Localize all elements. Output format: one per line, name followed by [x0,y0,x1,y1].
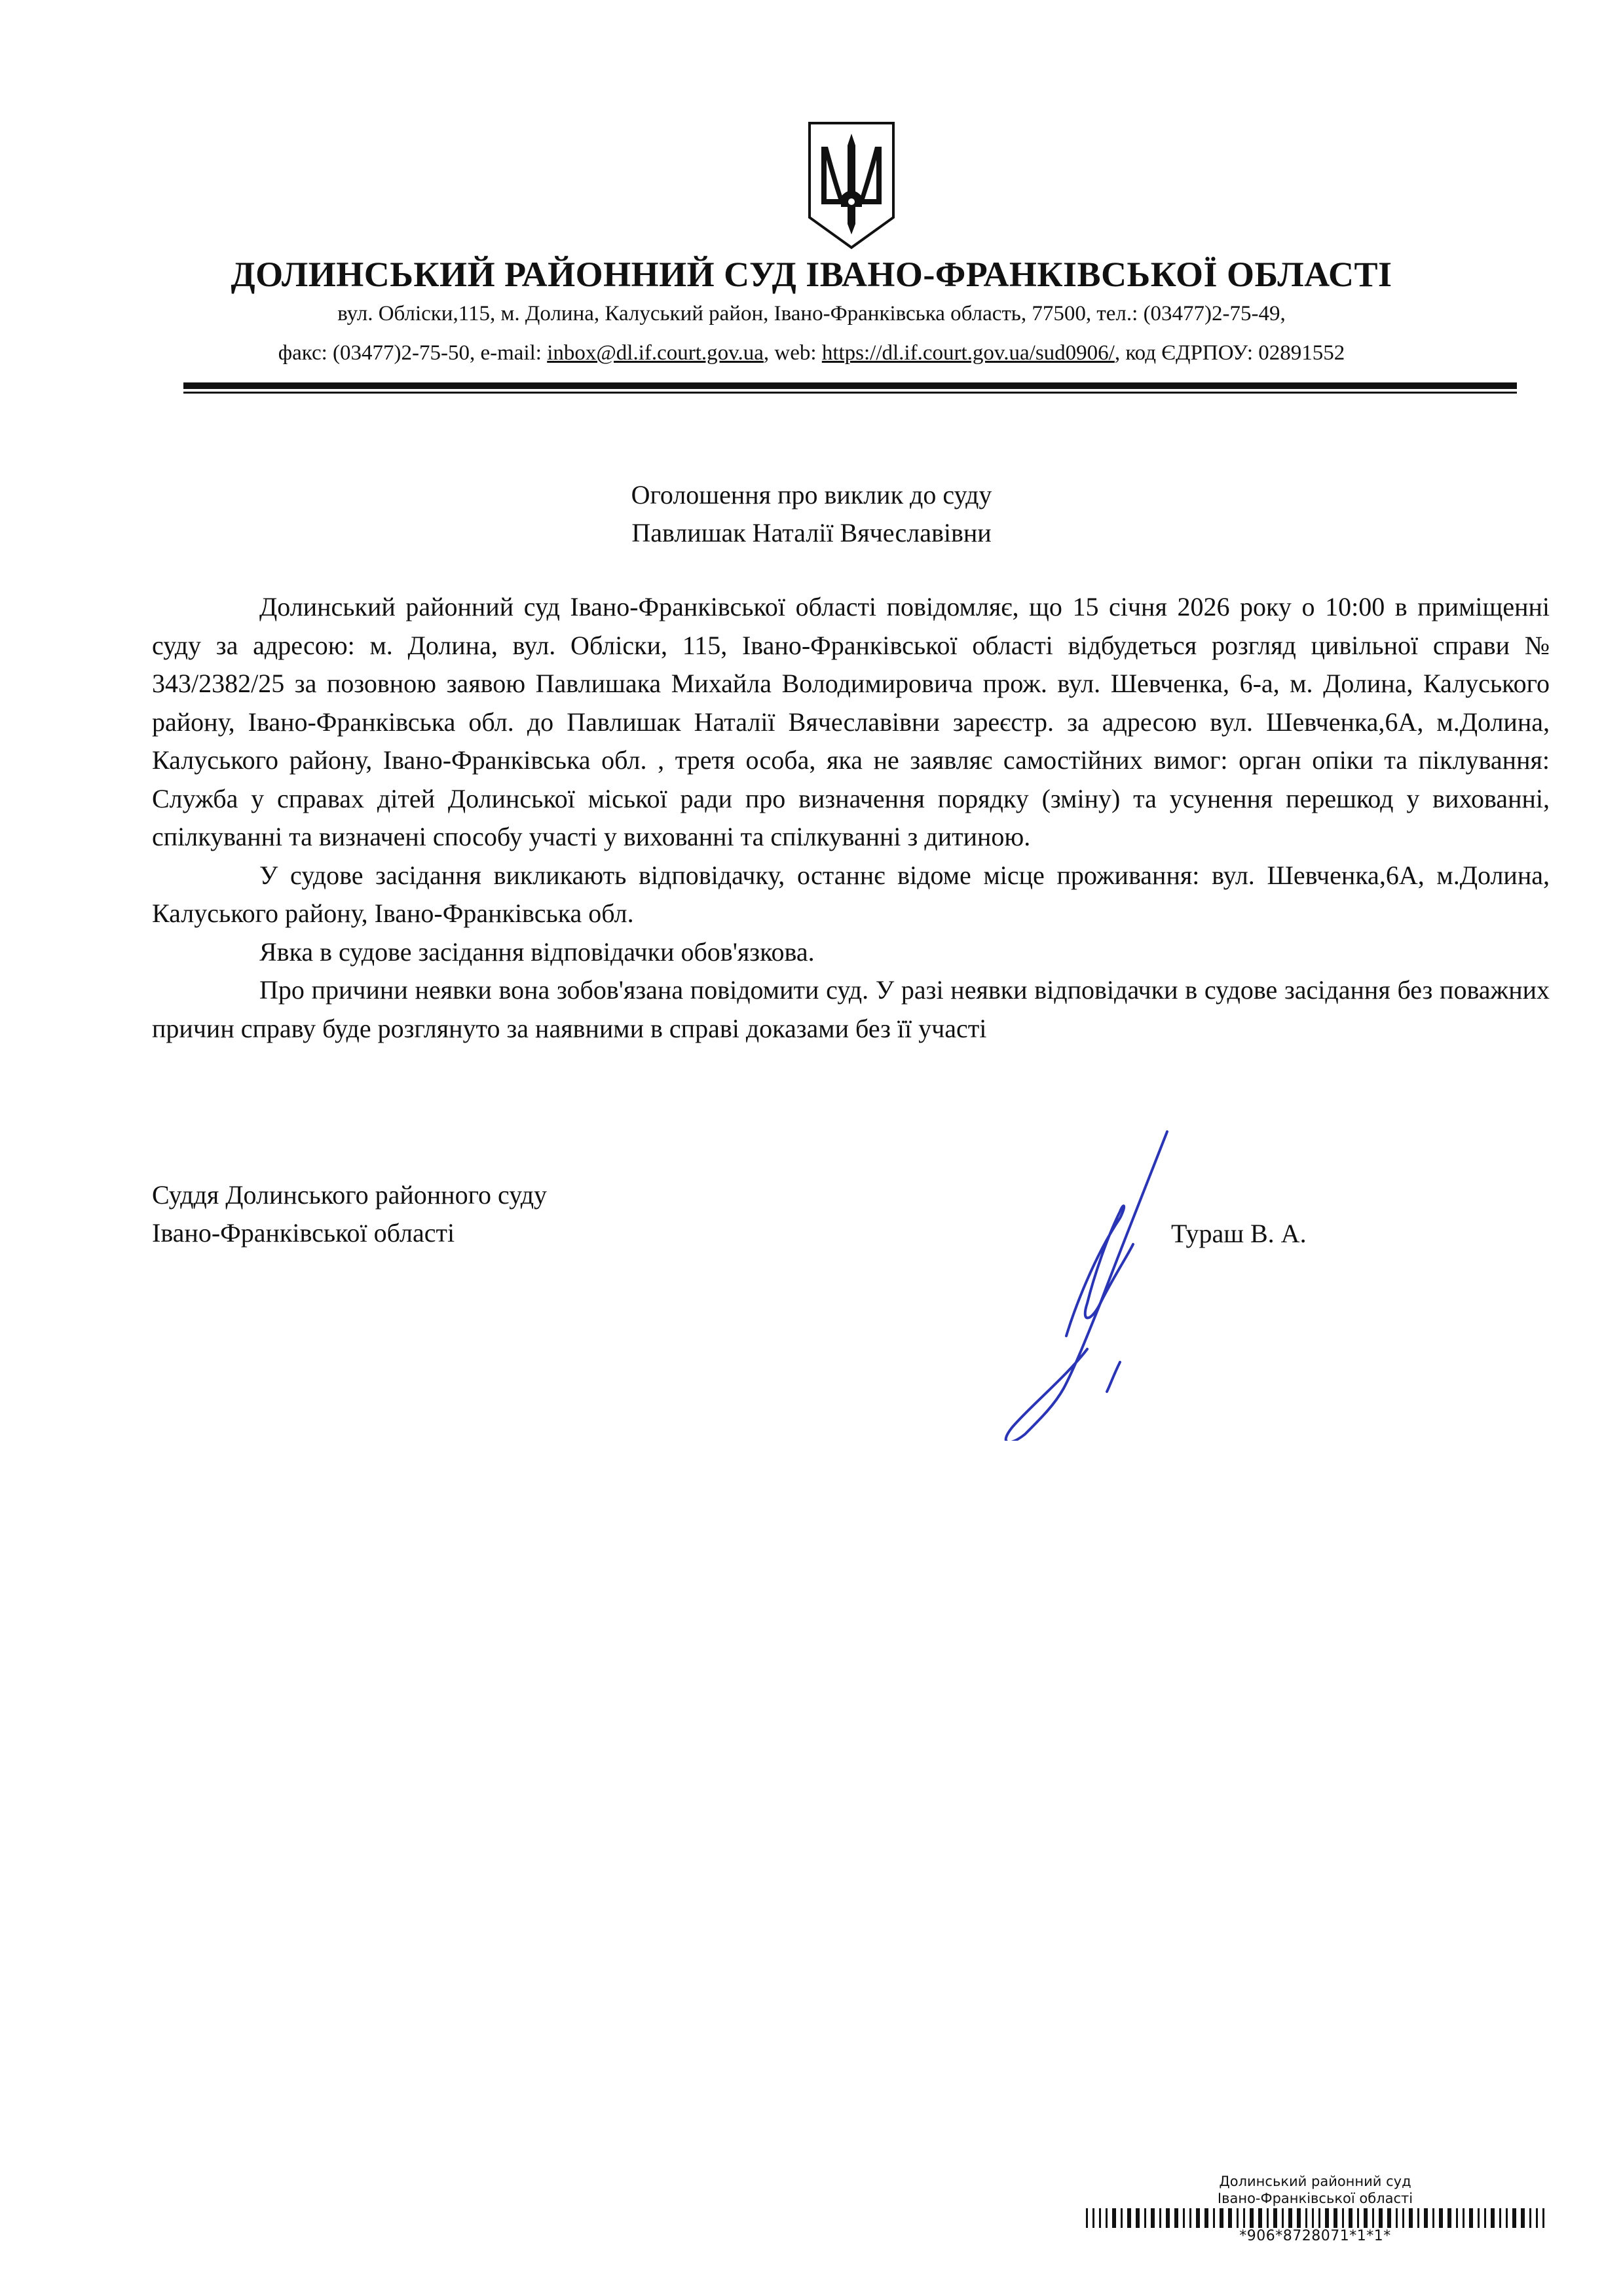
edrpou-code: , код ЄДРПОУ: 02891552 [1114,341,1345,365]
fax-text: факс: (03477)2-75-50, e-mail: [278,341,548,365]
stamp-court-line1: Долинський районний суд [1219,2174,1411,2189]
registry-stamp [1079,2173,1551,2245]
notice-paragraph: Про причини неявки вона зобов'язана повідомити суд. У разі неявки відповідачки в судове засідання без поважних причин справу буде розглянуто за наявними в справі доказами без її участі [152,975,1550,1043]
email-link[interactable]: inbox@dl.if.court.gov.ua [547,341,764,365]
website-link[interactable]: https://dl.if.court.gov.ua/sud0906/ [821,341,1115,365]
handwritten-signature-icon [996,1126,1192,1441]
notice-title: Оголошення про виклик до суду [631,480,992,509]
barcode-icon [1086,2208,1544,2228]
notice-paragraph: Долинський районний суд Івано-Франківської області повідомляє, що 15 січня 2026 року о 10:00 в приміщенні суду за адресою: м. Долина, вул. Обліски, 115, Івано-Франківської області відбудеться розгляд цивільної справи № 343/2382/25 за позовною заявою Павлишака Михайла Володимировича прож. вул. Шевченка, 6-а, м. Долина, Калуського району, Івано-Франківська обл. до Павлишак Наталії Вячеславівни зареєстр. за адресою вул. Шевченка,6А, м.Долина, Калуського району, Івано-Франківська обл. , третя особа, яка не заявляє самостійних вимог: орган опіки та піклування: Служба у справах дітей Долинської міської ради про визначення порядку (зміну) та усунення перешкод у вихованні, спілкуванні та визначені способу участі у вихованні та спілкуванні з дитиною. [152,592,1550,851]
court-name-heading: ДОЛИНСЬКИЙ РАЙОННИЙ СУД ІВАНО-ФРАНКІВСЬКОЇ ОБЛАСТІ [231,255,1392,294]
barcode-number: *906*8728071*1*1* [1239,2228,1391,2244]
judge-name: Тураш В. А. [1171,1219,1307,1248]
judge-position [152,1176,547,1252]
notice-addressee: Павлишак Наталії Вячеславівни [631,518,992,547]
header-divider-thin [183,392,1517,394]
judge-position-line2: Івано-Франківської області [152,1218,455,1248]
notice-paragraph: У судове засідання викликають відповідачку, останнє відоме місце проживання: вул. Шевченка,6А, м.Долина, Калуського району, Івано-Франківська обл. [152,860,1550,928]
stamp-court-line2: Івано-Франківської області [1217,2191,1413,2206]
court-address: вул. Обліски,115, м. Долина, Калуський район, Івано-Франківська область, 77500, тел.: (03477)2-75-49, [337,302,1286,325]
web-label: , web: [763,341,822,365]
notice-body [152,588,1550,1048]
header-divider-thick [183,382,1517,389]
notice-paragraph: Явка в судове засідання відповідачки обов'язкова. [259,936,815,967]
trident-emblem-icon [806,119,897,250]
court-contacts [0,339,1623,367]
judge-position-line1: Суддя Долинського районного суду [152,1180,548,1210]
